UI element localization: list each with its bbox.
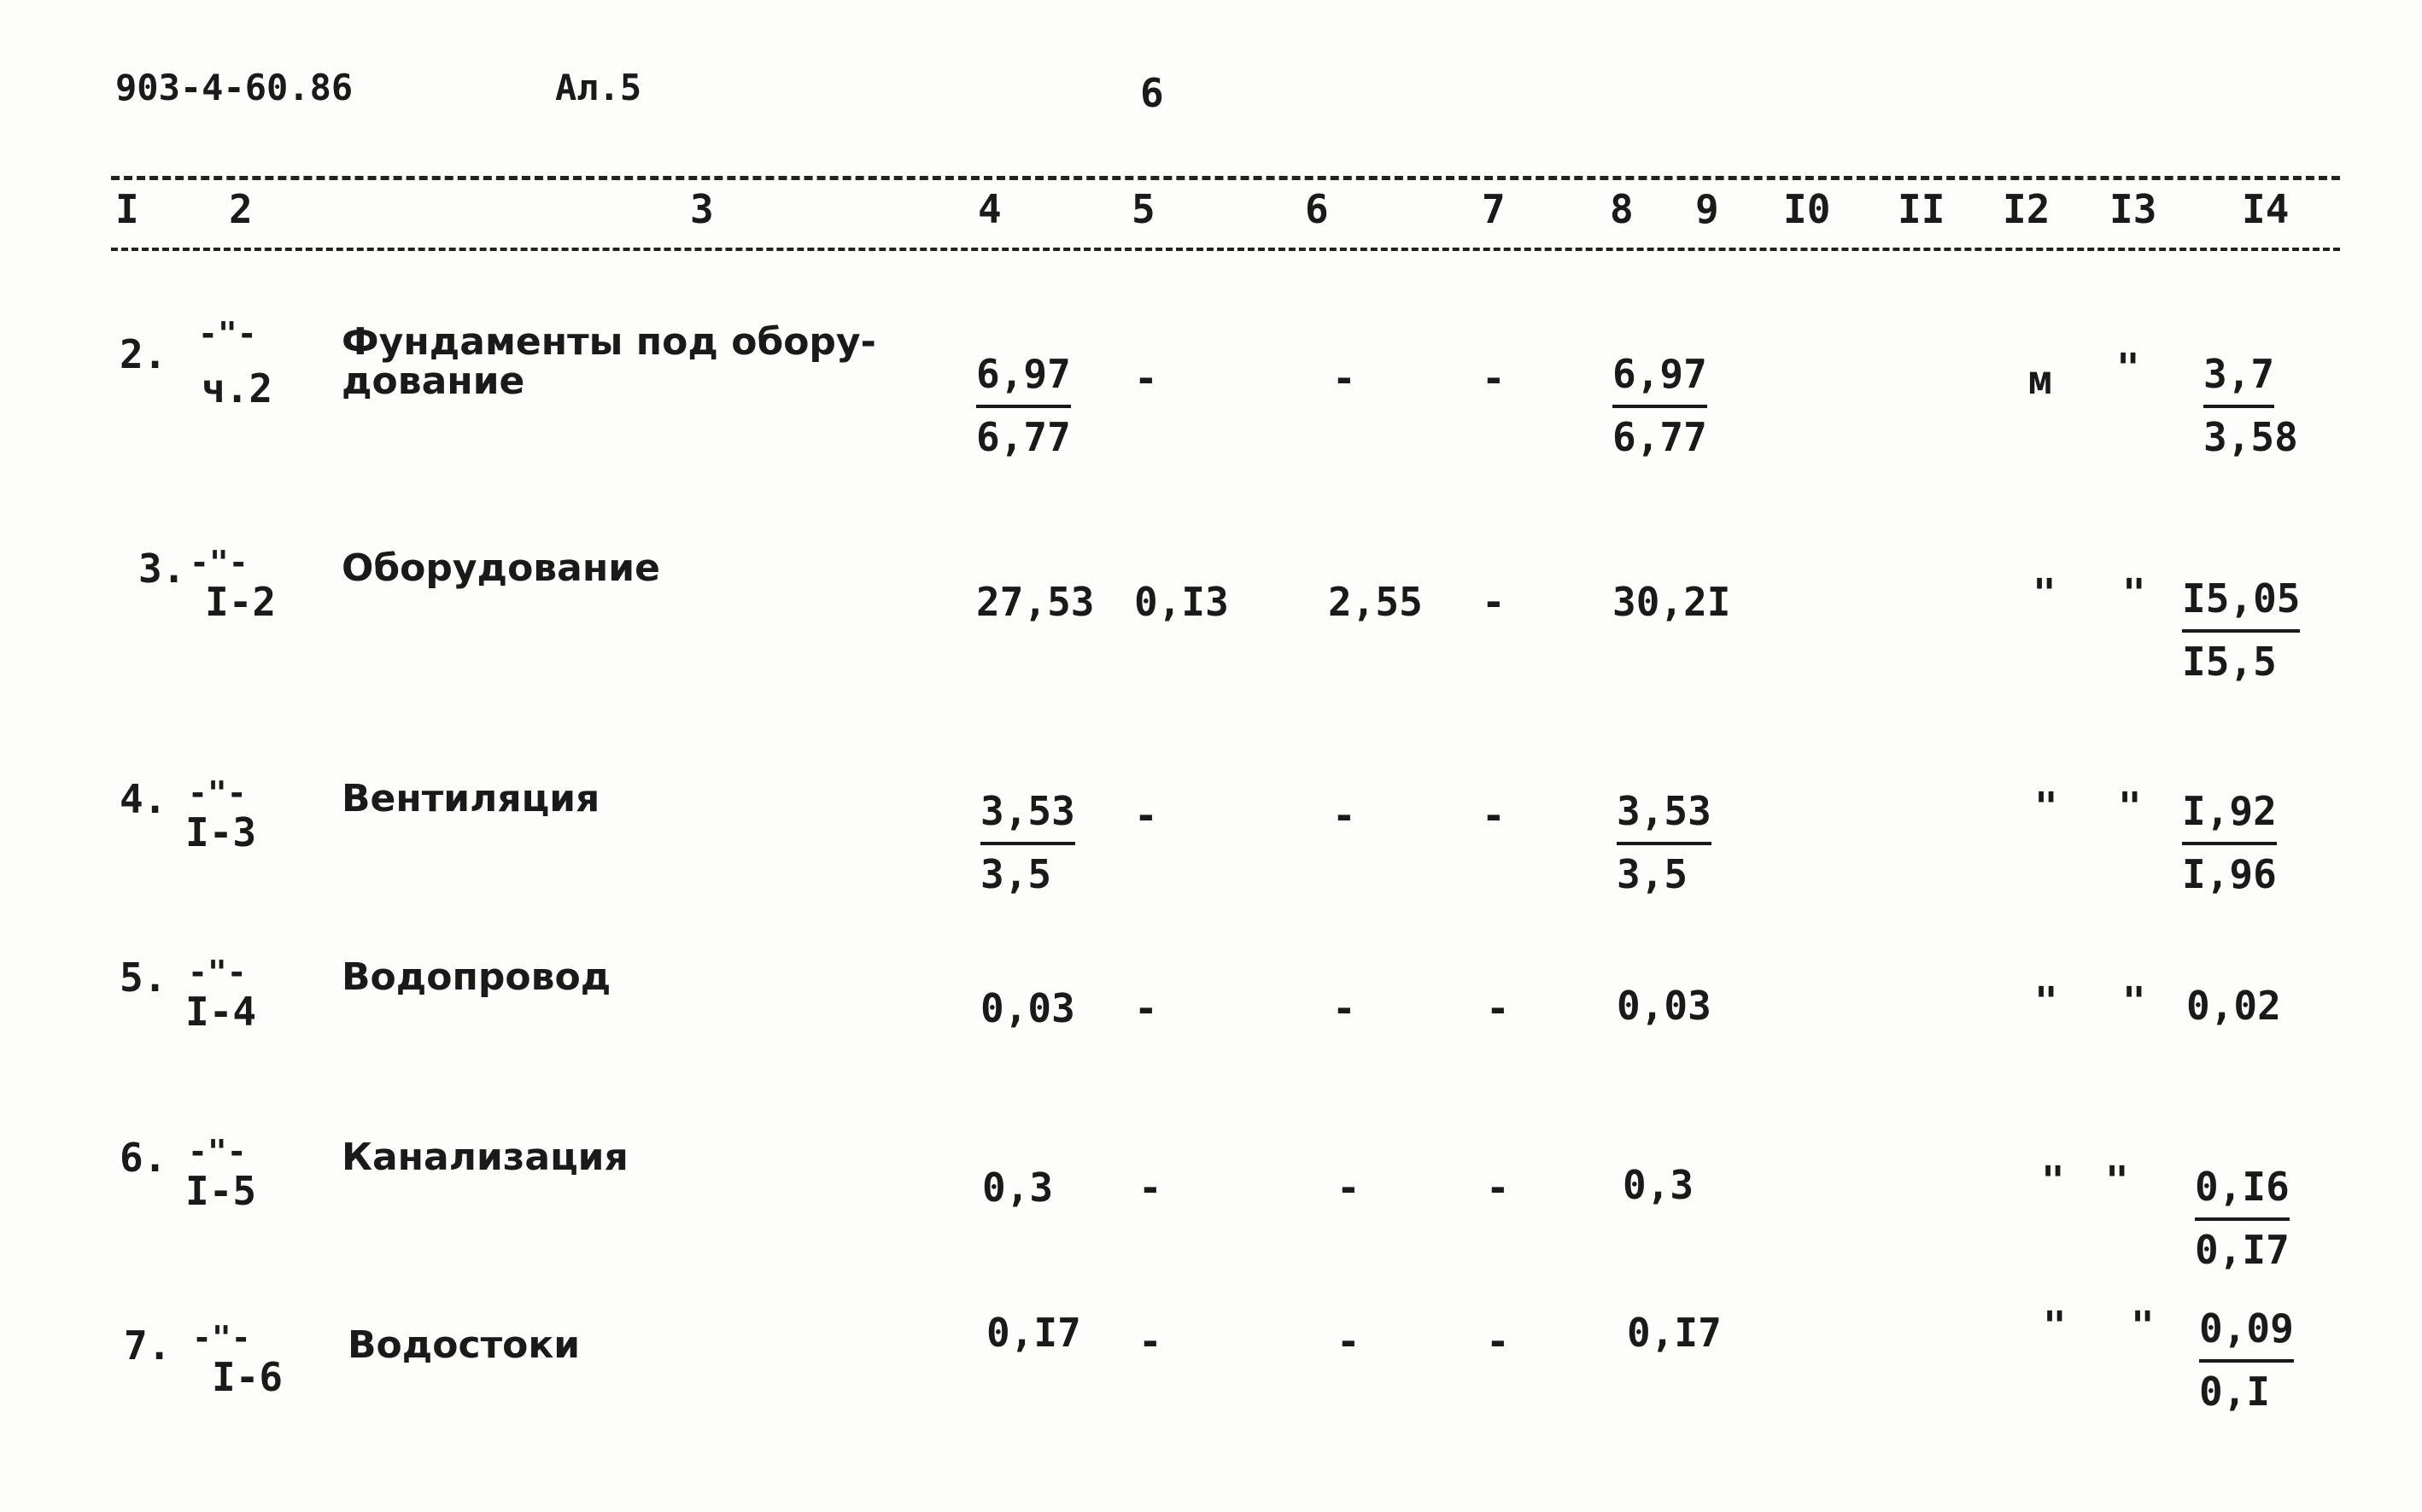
col4-value: 27,53 [976, 579, 1095, 625]
col13-value: " [2116, 345, 2140, 391]
col14-value: 0,02 [2186, 983, 2281, 1029]
col7-value: - [1482, 792, 1506, 838]
row-name: Вентиляция [342, 777, 600, 820]
col-header-11: II [1898, 186, 1945, 232]
col13-value: " [2131, 1303, 2155, 1349]
col-header-6: 6 [1305, 186, 1329, 232]
col4-value: 0,03 [980, 985, 1075, 1031]
col12-value: " [2034, 978, 2058, 1025]
row-name: Канализация [342, 1135, 629, 1179]
col12-value: " [2041, 1158, 2065, 1204]
row-code: I-2 [205, 579, 277, 625]
row-code: ч.2 [202, 365, 273, 412]
col14-value: $\frac{0,I6}{0,I7}$ [2195, 1164, 2290, 1273]
col-header-10: I0 [1783, 186, 1831, 232]
document-code: 903-4-60.86 [115, 67, 354, 108]
header-top-rule [111, 176, 2340, 180]
col4-value: $\frac{3,53}{3,5}$ [980, 788, 1075, 897]
col6-value: - [1332, 985, 1356, 1031]
col13-value: " [2122, 978, 2146, 1025]
row-number: 4. [120, 776, 167, 822]
col-header-3: 3 [690, 186, 714, 232]
row-name: Водостоки [348, 1323, 581, 1367]
row-code: I-5 [185, 1168, 257, 1214]
col14-value: $\frac{3,7}{3,58}$ [2203, 351, 2298, 460]
col5-value: - [1134, 985, 1158, 1031]
col6-value: - [1337, 1318, 1360, 1364]
col14-value: $\frac{0,09}{0,I}$ [2199, 1305, 2294, 1415]
row-number: 3. [138, 546, 186, 592]
col8-value: 30,2I [1612, 579, 1731, 625]
col-header-5: 5 [1132, 186, 1155, 232]
row-code: I-4 [185, 989, 257, 1035]
col12-value: " [2034, 784, 2058, 830]
col14-value: $\frac{I,92}{I,96}$ [2182, 788, 2277, 897]
col-header-14: I4 [2242, 186, 2290, 232]
col8-value: 0,I7 [1627, 1310, 1722, 1356]
col-header-4: 4 [978, 186, 1002, 232]
row-number: 6. [120, 1135, 167, 1181]
col7-value: - [1486, 1165, 1510, 1211]
col-header-13: I3 [2109, 186, 2157, 232]
row-name: Водопровод [342, 955, 611, 999]
col4-value: 0,I7 [986, 1310, 1081, 1356]
ditto-mark: -"- [190, 544, 249, 581]
col5-value: - [1138, 1165, 1162, 1211]
col7-value: - [1486, 985, 1510, 1031]
col13-value: " [2118, 784, 2142, 830]
col5-value: 0,I3 [1134, 579, 1229, 625]
col13-value: " [2122, 570, 2146, 616]
col6-value: - [1332, 792, 1356, 838]
row-number: 7. [124, 1322, 172, 1369]
ditto-mark: -"- [188, 954, 247, 991]
row-number: 2. [120, 331, 167, 377]
col14-value: $\frac{I5,05}{I5,5}$ [2182, 575, 2301, 685]
col8-value: $\frac{3,53}{3,5}$ [1617, 788, 1711, 897]
col8-value: 0,3 [1623, 1162, 1694, 1208]
page-number: 6 [1140, 70, 1164, 116]
col-header-9: 9 [1695, 186, 1719, 232]
col-header-12: I2 [2003, 186, 2051, 232]
row-name: Фундаменты под обору- дование [342, 320, 876, 404]
col-header-2: 2 [229, 186, 253, 232]
col12-value: " [2033, 570, 2056, 616]
col7-value: - [1482, 579, 1506, 625]
col6-value: 2,55 [1328, 579, 1423, 625]
col6-value: - [1332, 355, 1356, 401]
row-number: 5. [120, 954, 167, 1001]
row-code: I-3 [185, 809, 257, 855]
ditto-mark: -"- [192, 1319, 251, 1357]
col12-value: " [2043, 1303, 2067, 1349]
col6-value: - [1337, 1165, 1360, 1211]
col8-value: 0,03 [1617, 983, 1711, 1029]
col-header-7: 7 [1482, 186, 1506, 232]
col4-value: 0,3 [982, 1165, 1054, 1211]
row-name: Оборудование [342, 546, 660, 590]
col7-value: - [1486, 1318, 1510, 1364]
col4-value: $\frac{6,97}{6,77}$ [976, 351, 1071, 460]
col5-value: - [1138, 1318, 1162, 1364]
ditto-mark: -"- [198, 315, 257, 353]
col-header-8: 8 [1610, 186, 1634, 232]
col-header-1: I [115, 186, 139, 232]
album-label: Ал.5 [555, 67, 642, 108]
col8-value: $\frac{6,97}{6,77}$ [1612, 351, 1707, 460]
ditto-mark: -"- [188, 1133, 247, 1170]
ditto-mark: -"- [188, 774, 247, 812]
col13-value: " [2105, 1158, 2129, 1204]
col5-value: - [1134, 792, 1158, 838]
col12-value: м [2028, 357, 2052, 403]
col5-value: - [1134, 355, 1158, 401]
header-bottom-rule [111, 248, 2340, 251]
row-code: I-6 [212, 1354, 284, 1400]
col7-value: - [1482, 355, 1506, 401]
